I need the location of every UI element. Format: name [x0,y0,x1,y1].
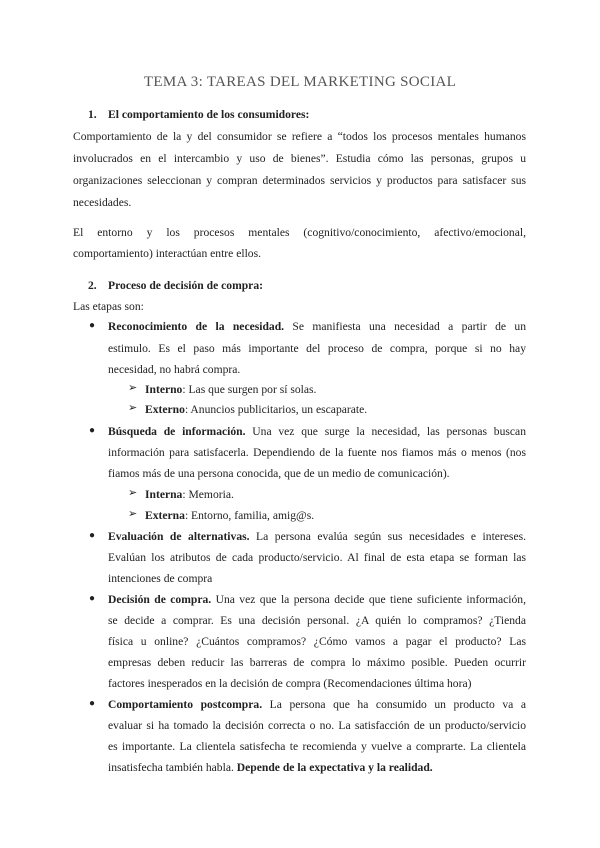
bullet-1-first-line: Reconocimiento de la necesidad. Se manifiesta una necesidad a partir de un [108,320,526,333]
page-title: TEMA 3: TAREAS DEL MARKETING SOCIAL [143,74,457,90]
paragraph-line: organizaciones seleccionan y compran determinados servicios y productos para satisfacer sus [73,174,526,187]
section-1-number: 1. [88,108,97,121]
arrow-bullet-icon: ➢ [128,382,138,394]
bullet-line: empresas deben reducir las barreras de compra lo máximo posible. Pueden ocurrir [108,656,526,669]
sub-bullet: Interna: Memoria. [145,488,234,501]
bullet-line: física u online? ¿Cuántos compramos? ¿Cómo vamos a pagar el producto? Las [108,635,526,648]
bullet-line: necesidad, no habrá compra. [108,363,241,376]
sub-bullet: Externa: Entorno, familia, amig@s. [145,509,315,522]
bullet-5-last-line: insatisfecha también habla. Depende de la expectativa y la realidad. [108,761,433,774]
bullet-line: fiamos más de una persona conocida, que de un medio de comunicación). [108,467,450,480]
sub-bullet: Externo: Anuncios publicitarios, un escaparate. [145,403,368,416]
bullet-4-first-line: Decisión de compra. Una vez que la persona decide que tiene suficiente información, [108,593,526,606]
paragraph-line: Comportamiento de la y del consumidor se refiere a “todos los procesos mentales humanos [73,130,526,143]
bullet-line: estimulo. Es el paso más importante del proceso de compra, porque si no hay [108,342,526,355]
sub-bullet: Interno: Las que surgen por sí solas. [145,383,317,396]
paragraph-line: involucrados en el intercambio y uso de bienes”. Estudia cómo las personas, grupos u [73,152,526,165]
bullet-icon: ● [89,698,96,709]
bullet-icon: ● [89,320,96,331]
bullet-line: información para satisfacerla. Dependiendo de la fuente nos fiamos más o menos (nos [108,446,526,459]
bullet-line: Evalúan los atributos de cada producto/servicio. Al final de esta etapa se forman las [108,551,526,564]
bullet-icon: ● [89,593,96,604]
bullet-line: factores inesperados en la decisión de compra (Recomendaciones última hora) [108,677,472,690]
bullet-2-first-line: Búsqueda de información. Una vez que surge la necesidad, las personas buscan [108,425,526,438]
paragraph-line: comportamiento) interactúan entre ellos. [73,247,262,260]
section-1-heading: El comportamiento de los consumidores: [108,108,310,121]
stages-intro: Las etapas son: [73,300,144,313]
bullet-3-first-line: Evaluación de alternativas. La persona evalúa según sus necesidades e intereses. [108,530,527,543]
arrow-bullet-icon: ➢ [128,402,138,414]
bullet-line: evaluar si ha tomado la decisión correcta o no. La satisfacción de un producto/servicio [108,719,526,732]
bullet-5-first-line: Comportamiento postcompra. La persona que ha consumido un producto va a [108,698,526,711]
bullet-line: intenciones de compra [108,572,213,585]
section-2-heading: Proceso de decisión de compra: [108,279,263,292]
arrow-bullet-icon: ➢ [128,508,138,520]
paragraph-line: El entorno y los procesos mentales (cognitivo/conocimiento, afectivo/emocional, [73,226,526,239]
bullet-line: es importante. La clientela satisfecha te recomienda y vuelve a comprarte. La clientela [108,740,526,753]
arrow-bullet-icon: ➢ [128,487,138,499]
bullet-icon: ● [89,425,96,436]
paragraph-line: necesidades. [73,196,132,209]
bullet-icon: ● [89,530,96,541]
section-2-number: 2. [88,279,97,292]
bullet-line: se decide a comprar. Es una decisión personal. ¿A quién lo compramos? ¿Tienda [108,614,526,627]
